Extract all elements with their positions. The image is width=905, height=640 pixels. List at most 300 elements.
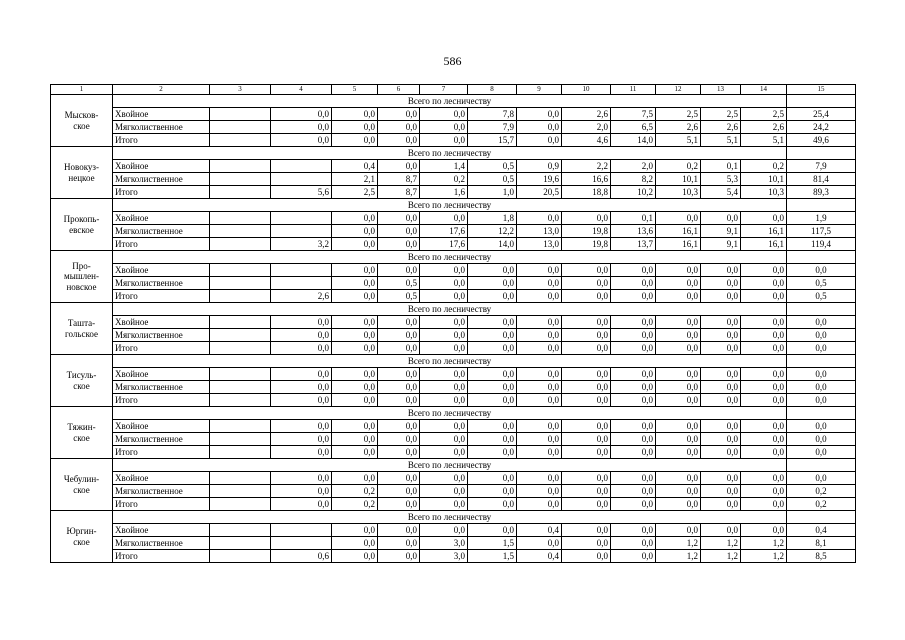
- species-label: Итого: [113, 290, 210, 303]
- table-row: [51, 186, 856, 199]
- value-col-7: 0,0: [420, 524, 468, 537]
- section-banner-total-cell: [787, 147, 856, 160]
- value-col-7: 0,0: [420, 290, 468, 303]
- value-col-15-total: 0,0: [787, 381, 856, 394]
- value-col-10: 0,0: [562, 342, 611, 355]
- value-col-10: 2,6: [562, 108, 611, 121]
- value-col-5: 0,0: [332, 238, 378, 251]
- value-col-3: [210, 446, 271, 459]
- value-col-3: [210, 108, 271, 121]
- table-row: [51, 537, 856, 550]
- value-col-8: 0,0: [468, 368, 517, 381]
- value-col-15-total: 0,0: [787, 264, 856, 277]
- value-col-15-total: 0,0: [787, 368, 856, 381]
- section-banner-row: [51, 511, 856, 524]
- value-col-15-total: 0,0: [787, 329, 856, 342]
- value-col-7: 0,2: [420, 173, 468, 186]
- value-col-12: 0,2: [656, 160, 701, 173]
- value-col-3: [210, 381, 271, 394]
- value-col-9: 0,0: [517, 472, 562, 485]
- value-col-7: 0,0: [420, 329, 468, 342]
- value-col-11: 0,0: [611, 472, 656, 485]
- column-header-14: 14: [741, 85, 787, 95]
- district-name-line: Про-: [72, 260, 91, 271]
- district-name-line: Юргин-: [66, 526, 97, 537]
- value-col-15-total: 117,5: [787, 225, 856, 238]
- column-header-4: 4: [271, 85, 332, 95]
- table-row: [51, 108, 856, 121]
- value-col-12: 0,0: [656, 485, 701, 498]
- value-col-6: 0,0: [378, 433, 420, 446]
- value-col-13: 0,0: [701, 316, 741, 329]
- value-col-13: 0,0: [701, 342, 741, 355]
- value-col-3: [210, 368, 271, 381]
- value-col-7: 0,0: [420, 485, 468, 498]
- value-col-13: 0,0: [701, 290, 741, 303]
- value-col-7: 0,0: [420, 368, 468, 381]
- value-col-13: 2,6: [701, 121, 741, 134]
- section-banner: Всего по лесничеству: [113, 303, 787, 316]
- value-col-7: 3,0: [420, 537, 468, 550]
- value-col-10: 0,0: [562, 212, 611, 225]
- section-banner-total-cell: [787, 459, 856, 472]
- section-banner-total-cell: [787, 407, 856, 420]
- value-col-14: 10,3: [741, 186, 787, 199]
- species-label: Итого: [113, 446, 210, 459]
- district-name-line: новское: [66, 281, 97, 292]
- value-col-9: 0,9: [517, 160, 562, 173]
- value-col-10: 2,0: [562, 121, 611, 134]
- value-col-9: 0,0: [517, 212, 562, 225]
- value-col-11: 0,0: [611, 537, 656, 550]
- value-col-6: 0,0: [378, 524, 420, 537]
- value-col-15-total: 0,0: [787, 433, 856, 446]
- value-col-11: 0,0: [611, 316, 656, 329]
- value-col-3: [210, 264, 271, 277]
- value-col-10: 4,6: [562, 134, 611, 147]
- value-col-10: 0,0: [562, 381, 611, 394]
- value-col-6: 0,0: [378, 550, 420, 563]
- value-col-9: 0,0: [517, 108, 562, 121]
- value-col-6: 0,5: [378, 290, 420, 303]
- value-col-6: 0,0: [378, 381, 420, 394]
- value-col-4: 0,0: [271, 368, 332, 381]
- value-col-11: 0,1: [611, 212, 656, 225]
- district-name-line: Тяжин-: [67, 422, 96, 433]
- value-col-13: 9,1: [701, 238, 741, 251]
- value-col-13: 0,0: [701, 368, 741, 381]
- district-name: [51, 251, 113, 303]
- value-col-9: 0,4: [517, 524, 562, 537]
- value-col-5: 0,2: [332, 498, 378, 511]
- value-col-9: 20,5: [517, 186, 562, 199]
- table-row: [51, 160, 856, 173]
- value-col-3: [210, 316, 271, 329]
- value-col-11: 7,5: [611, 108, 656, 121]
- value-col-14: 16,1: [741, 225, 787, 238]
- species-label: Итого: [113, 394, 210, 407]
- value-col-15-total: 0,2: [787, 498, 856, 511]
- district-name: [51, 303, 113, 355]
- value-col-8: 0,0: [468, 485, 517, 498]
- value-col-12: 0,0: [656, 342, 701, 355]
- column-header-10: 10: [562, 85, 611, 95]
- value-col-8: 0,0: [468, 446, 517, 459]
- section-banner: Всего по лесничеству: [113, 251, 787, 264]
- section-banner: Всего по лесничеству: [113, 95, 787, 108]
- value-col-13: 1,2: [701, 550, 741, 563]
- value-col-13: 0,0: [701, 524, 741, 537]
- table-row: [51, 394, 856, 407]
- value-col-8: 0,0: [468, 394, 517, 407]
- value-col-10: 0,0: [562, 537, 611, 550]
- section-banner-total-cell: [787, 303, 856, 316]
- column-header-9: 9: [517, 85, 562, 95]
- value-col-4: 5,6: [271, 186, 332, 199]
- value-col-7: 0,0: [420, 381, 468, 394]
- value-col-13: 9,1: [701, 225, 741, 238]
- value-col-8: 0,0: [468, 264, 517, 277]
- column-header-5: 5: [332, 85, 378, 95]
- value-col-10: 0,0: [562, 472, 611, 485]
- value-col-15-total: 0,4: [787, 524, 856, 537]
- value-col-10: 18,8: [562, 186, 611, 199]
- value-col-6: 0,0: [378, 537, 420, 550]
- value-col-7: 1,4: [420, 160, 468, 173]
- value-col-5: 0,0: [332, 277, 378, 290]
- value-col-5: 0,0: [332, 121, 378, 134]
- species-label: Итого: [113, 134, 210, 147]
- value-col-8: 1,0: [468, 186, 517, 199]
- value-col-8: 1,5: [468, 537, 517, 550]
- district-name: [51, 407, 113, 459]
- value-col-3: [210, 342, 271, 355]
- value-col-6: 0,0: [378, 498, 420, 511]
- species-label: Итого: [113, 342, 210, 355]
- value-col-4: 3,2: [271, 238, 332, 251]
- value-col-15-total: 7,9: [787, 160, 856, 173]
- value-col-9: 0,0: [517, 381, 562, 394]
- district-name-line: Мысков-: [64, 110, 99, 121]
- value-col-4: 0,6: [271, 550, 332, 563]
- value-col-4: 0,0: [271, 433, 332, 446]
- value-col-3: [210, 524, 271, 537]
- value-col-3: [210, 186, 271, 199]
- value-col-11: 14,0: [611, 134, 656, 147]
- column-header-7: 7: [420, 85, 468, 95]
- section-banner: Всего по лесничеству: [113, 459, 787, 472]
- value-col-8: 1,8: [468, 212, 517, 225]
- district-name-line: Ташта-: [67, 318, 96, 329]
- value-col-14: 0,0: [741, 290, 787, 303]
- value-col-3: [210, 225, 271, 238]
- value-col-7: 3,0: [420, 550, 468, 563]
- section-banner-row: [51, 407, 856, 420]
- district-name-line: Прокопь-: [63, 214, 100, 225]
- species-label: Мягколиственное: [113, 433, 210, 446]
- value-col-12: 0,0: [656, 368, 701, 381]
- value-col-10: 0,0: [562, 550, 611, 563]
- value-col-12: 0,0: [656, 264, 701, 277]
- value-col-15-total: 0,0: [787, 472, 856, 485]
- value-col-3: [210, 394, 271, 407]
- value-col-10: 0,0: [562, 485, 611, 498]
- value-col-11: 6,5: [611, 121, 656, 134]
- value-col-3: [210, 433, 271, 446]
- value-col-15-total: 89,3: [787, 186, 856, 199]
- table-row: [51, 342, 856, 355]
- value-col-4: 0,0: [271, 329, 332, 342]
- section-banner-total-cell: [787, 355, 856, 368]
- value-col-9: 0,0: [517, 329, 562, 342]
- species-label: Итого: [113, 550, 210, 563]
- value-col-7: 1,6: [420, 186, 468, 199]
- value-col-6: 0,0: [378, 316, 420, 329]
- value-col-5: 0,0: [332, 446, 378, 459]
- district-name: [51, 355, 113, 407]
- district-name-line: ское: [73, 432, 90, 443]
- value-col-10: 0,0: [562, 498, 611, 511]
- value-col-8: 0,0: [468, 498, 517, 511]
- value-col-12: 16,1: [656, 225, 701, 238]
- section-banner-row: [51, 355, 856, 368]
- value-col-8: 7,8: [468, 108, 517, 121]
- value-col-3: [210, 238, 271, 251]
- value-col-14: 16,1: [741, 238, 787, 251]
- value-col-3: [210, 290, 271, 303]
- species-label: Мягколиственное: [113, 329, 210, 342]
- value-col-8: 0,0: [468, 524, 517, 537]
- value-col-6: 8,7: [378, 186, 420, 199]
- section-banner: Всего по лесничеству: [113, 355, 787, 368]
- value-col-13: 0,0: [701, 485, 741, 498]
- value-col-12: 0,0: [656, 524, 701, 537]
- value-col-5: 0,0: [332, 108, 378, 121]
- table-row: [51, 290, 856, 303]
- column-header-3: 3: [210, 85, 271, 95]
- column-header-13: 13: [701, 85, 741, 95]
- species-label: Итого: [113, 498, 210, 511]
- column-header-15: 15: [787, 85, 856, 95]
- district-name: [51, 459, 113, 511]
- value-col-14: 2,6: [741, 121, 787, 134]
- header-row: [51, 85, 856, 95]
- value-col-5: 0,0: [332, 290, 378, 303]
- value-col-8: 0,0: [468, 420, 517, 433]
- district-name-line: ское: [73, 120, 90, 131]
- value-col-6: 0,0: [378, 121, 420, 134]
- value-col-4: 0,0: [271, 498, 332, 511]
- value-col-12: 2,5: [656, 108, 701, 121]
- value-col-9: 0,0: [517, 485, 562, 498]
- value-col-14: 1,2: [741, 537, 787, 550]
- value-col-10: 0,0: [562, 316, 611, 329]
- section-banner-total-cell: [787, 511, 856, 524]
- value-col-14: 0,0: [741, 394, 787, 407]
- species-label: Мягколиственное: [113, 485, 210, 498]
- value-col-10: 16,6: [562, 173, 611, 186]
- value-col-7: 0,0: [420, 121, 468, 134]
- value-col-11: 0,0: [611, 446, 656, 459]
- value-col-13: 0,0: [701, 277, 741, 290]
- value-col-5: 0,0: [332, 537, 378, 550]
- value-col-15-total: 81,4: [787, 173, 856, 186]
- value-col-10: 0,0: [562, 394, 611, 407]
- value-col-6: 0,0: [378, 238, 420, 251]
- value-col-6: 0,0: [378, 225, 420, 238]
- value-col-4: 0,0: [271, 316, 332, 329]
- value-col-14: 0,0: [741, 485, 787, 498]
- value-col-12: 0,0: [656, 433, 701, 446]
- column-header-8: 8: [468, 85, 517, 95]
- species-label: Хвойное: [113, 160, 210, 173]
- value-col-7: 0,0: [420, 446, 468, 459]
- value-col-8: 1,5: [468, 550, 517, 563]
- species-label: Мягколиственное: [113, 277, 210, 290]
- value-col-8: 12,2: [468, 225, 517, 238]
- species-label: Хвойное: [113, 316, 210, 329]
- value-col-13: 0,0: [701, 433, 741, 446]
- section-banner: Всего по лесничеству: [113, 407, 787, 420]
- value-col-5: 0,0: [332, 342, 378, 355]
- value-col-5: 2,1: [332, 173, 378, 186]
- value-col-10: 2,2: [562, 160, 611, 173]
- value-col-12: 0,0: [656, 446, 701, 459]
- value-col-7: 0,0: [420, 108, 468, 121]
- value-col-4: [271, 537, 332, 550]
- value-col-5: 0,0: [332, 225, 378, 238]
- value-col-9: 13,0: [517, 238, 562, 251]
- species-label: Мягколиственное: [113, 173, 210, 186]
- value-col-10: 19,8: [562, 238, 611, 251]
- value-col-14: 0,0: [741, 433, 787, 446]
- value-col-12: 10,1: [656, 173, 701, 186]
- value-col-5: 0,0: [332, 394, 378, 407]
- value-col-10: 0,0: [562, 420, 611, 433]
- value-col-3: [210, 134, 271, 147]
- value-col-10: 0,0: [562, 290, 611, 303]
- district-name-line: Новокуз-: [64, 162, 99, 173]
- district-name-line: гольское: [65, 328, 98, 339]
- column-header-1: 1: [51, 85, 113, 95]
- value-col-12: 0,0: [656, 329, 701, 342]
- column-header-6: 6: [378, 85, 420, 95]
- value-col-12: 0,0: [656, 472, 701, 485]
- column-header-11: 11: [611, 85, 656, 95]
- district-name-line: мышлен-: [64, 271, 99, 282]
- value-col-4: [271, 160, 332, 173]
- table-row: [51, 238, 856, 251]
- value-col-4: 0,0: [271, 134, 332, 147]
- value-col-4: 0,0: [271, 446, 332, 459]
- value-col-14: 0,0: [741, 329, 787, 342]
- district-name-line: евское: [69, 224, 94, 235]
- value-col-12: 0,0: [656, 316, 701, 329]
- table-row: [51, 446, 856, 459]
- species-label: Хвойное: [113, 472, 210, 485]
- value-col-3: [210, 485, 271, 498]
- value-col-15-total: 0,0: [787, 316, 856, 329]
- value-col-15-total: 49,6: [787, 134, 856, 147]
- value-col-4: 2,6: [271, 290, 332, 303]
- table-row: [51, 329, 856, 342]
- table-row: [51, 420, 856, 433]
- value-col-9: 0,0: [517, 264, 562, 277]
- value-col-14: 0,0: [741, 264, 787, 277]
- value-col-7: 0,0: [420, 498, 468, 511]
- district-name-line: ское: [73, 536, 90, 547]
- value-col-4: 0,0: [271, 394, 332, 407]
- value-col-14: 0,0: [741, 368, 787, 381]
- value-col-5: 0,0: [332, 550, 378, 563]
- value-col-4: [271, 212, 332, 225]
- value-col-4: 0,0: [271, 121, 332, 134]
- value-col-15-total: 8,1: [787, 537, 856, 550]
- value-col-9: 0,0: [517, 342, 562, 355]
- value-col-12: 2,6: [656, 121, 701, 134]
- value-col-12: 1,2: [656, 550, 701, 563]
- value-col-11: 0,0: [611, 342, 656, 355]
- value-col-12: 0,0: [656, 381, 701, 394]
- value-col-5: 0,0: [332, 433, 378, 446]
- value-col-5: 0,0: [332, 420, 378, 433]
- value-col-4: 0,0: [271, 420, 332, 433]
- district-name-line: ское: [73, 380, 90, 391]
- value-col-9: 0,0: [517, 433, 562, 446]
- value-col-14: 0,0: [741, 420, 787, 433]
- section-banner-total-cell: [787, 251, 856, 264]
- value-col-9: 19,6: [517, 173, 562, 186]
- district-name-line: Чебулин-: [63, 474, 100, 485]
- value-col-5: 0,0: [332, 524, 378, 537]
- value-col-8: 0,0: [468, 290, 517, 303]
- value-col-11: 0,0: [611, 394, 656, 407]
- value-col-12: 0,0: [656, 277, 701, 290]
- page-number: 586: [443, 54, 462, 68]
- section-banner: Всего по лесничеству: [113, 147, 787, 160]
- value-col-11: 0,0: [611, 368, 656, 381]
- value-col-9: 0,0: [517, 394, 562, 407]
- value-col-14: 0,0: [741, 277, 787, 290]
- value-col-9: 0,0: [517, 537, 562, 550]
- value-col-11: 0,0: [611, 485, 656, 498]
- species-label: Мягколиственное: [113, 225, 210, 238]
- value-col-8: 0,0: [468, 277, 517, 290]
- value-col-6: 0,0: [378, 368, 420, 381]
- value-col-3: [210, 277, 271, 290]
- value-col-6: 0,0: [378, 485, 420, 498]
- value-col-8: 0,0: [468, 342, 517, 355]
- value-col-12: 0,0: [656, 212, 701, 225]
- value-col-4: 0,0: [271, 485, 332, 498]
- value-col-5: 0,0: [332, 472, 378, 485]
- value-col-12: 0,0: [656, 420, 701, 433]
- district-name: [51, 199, 113, 251]
- value-col-11: 13,7: [611, 238, 656, 251]
- table-row: [51, 134, 856, 147]
- value-col-13: 0,0: [701, 381, 741, 394]
- value-col-5: 0,0: [332, 381, 378, 394]
- value-col-13: 0,0: [701, 498, 741, 511]
- value-col-13: 0,0: [701, 420, 741, 433]
- value-col-3: [210, 173, 271, 186]
- value-col-7: 0,0: [420, 316, 468, 329]
- district-name-line: Тисуль-: [66, 370, 97, 381]
- value-col-6: 0,0: [378, 264, 420, 277]
- value-col-5: 0,0: [332, 212, 378, 225]
- value-col-15-total: 0,0: [787, 342, 856, 355]
- value-col-9: 0,0: [517, 446, 562, 459]
